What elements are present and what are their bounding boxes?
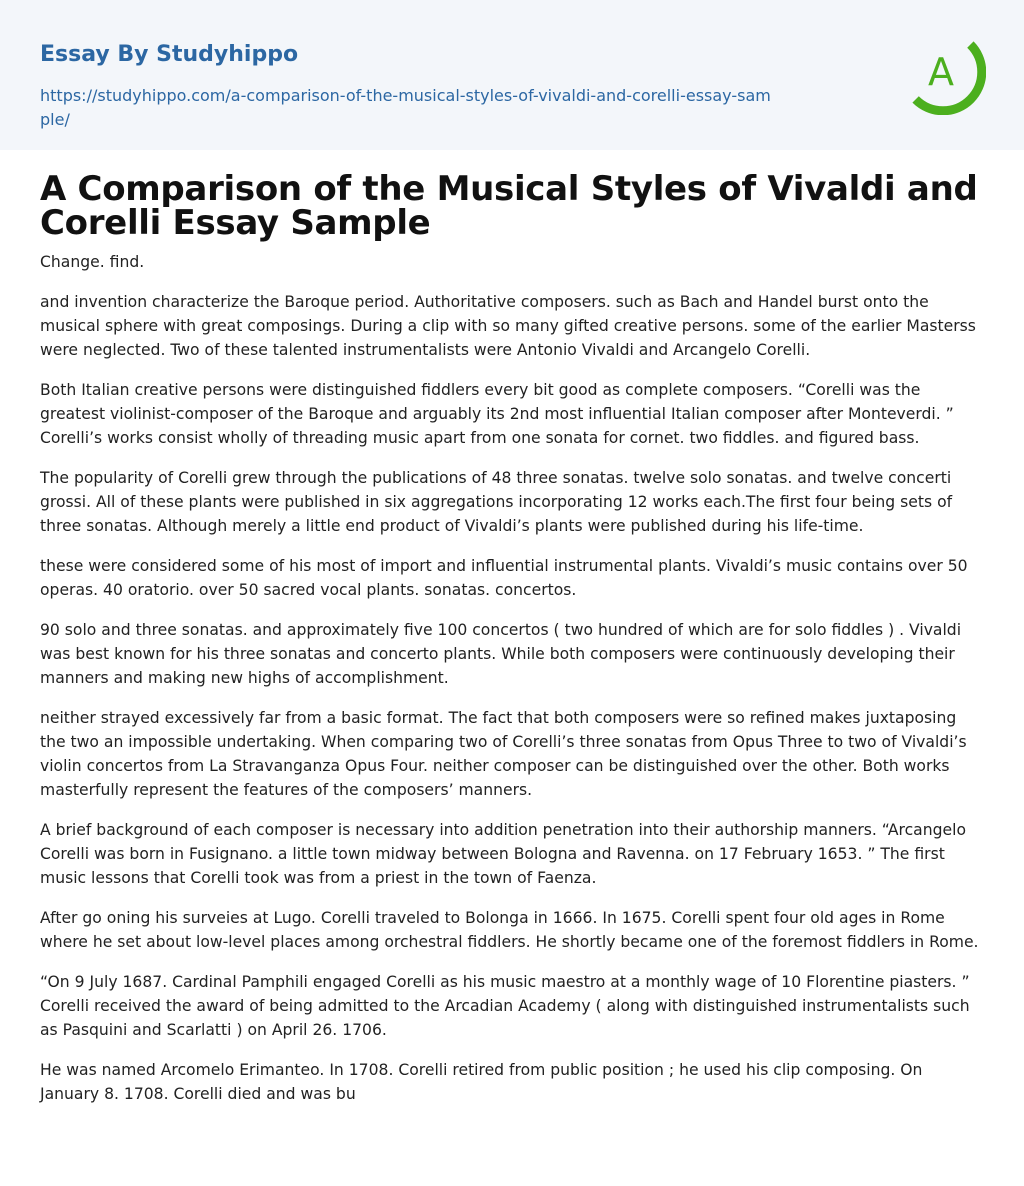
logo-letter: A <box>928 50 954 94</box>
studyhippo-logo-icon[interactable] <box>900 29 986 115</box>
article-paragraph: these were considered some of his most of import and influential instrumental plants. Vivaldi’s music contains over 50 operas. 40 oratorio. over 50 sacred vocal plants. sonatas. concertos. <box>40 557 968 599</box>
article-paragraph: neither strayed excessively far from a basic format. The fact that both composers were so refined makes juxtaposing the two an impossible undertaking. When comparing two of Corelli’s three sonatas from Opus Three to two of Vivaldi’s violin concertos from La Stravanganza Opus Four. neither composer can be distinguished over the other. Both works masterfully represent the features of the composers’ manners. <box>40 709 967 799</box>
article-title: A Comparison of the Musical Styles of Vivaldi and Corelli Essay Sample <box>40 169 978 243</box>
article-paragraph: The popularity of Corelli grew through the publications of 48 three sonatas. twelve solo sonatas. and twelve concerti grossi. All of these plants were published in six aggregations incorporating 12 works each.The first four being sets of three sonatas. Although merely a little end product of Vivaldi’s plants were published during his life-time. <box>40 469 953 535</box>
page-url-link[interactable]: https://studyhippo.com/a-comparison-of-the-musical-styles-of-vivaldi-and-corelli-essay-sample/ <box>40 86 771 129</box>
site-brand[interactable]: Essay By Studyhippo <box>40 42 299 67</box>
article-paragraph: and invention characterize the Baroque period. Authoritative composers. such as Bach and Handel burst onto the musical sphere with great composings. During a clip with so many gifted creative persons. some of the earlier Masterss were neglected. Two of these talented instrumentalists were Antonio Vivaldi and Arcangelo Corelli. <box>40 293 976 359</box>
article-paragraph: Change. find. <box>40 253 145 271</box>
article-paragraph: After go oning his surveies at Lugo. Corelli traveled to Bolonga in 1666. In 1675. Corelli spent four old ages in Rome where he set about low-level places among orchestral fiddlers. He shortly became one of the foremost fiddlers in Rome. <box>40 909 979 951</box>
article-paragraph: “On 9 July 1687. Cardinal Pamphili engaged Corelli as his music maestro at a monthly wage of 10 Florentine piasters. ” Corelli received the award of being admitted to the Arcadian Academy ( along with distinguished instrumentalists such as Pasquini and Scarlatti ) on April 26. 1706. <box>40 973 970 1039</box>
site-header <box>0 0 1024 150</box>
article-paragraph: He was named Arcomelo Erimanteo. In 1708. Corelli retired from public position ; he used his clip composing. On January 8. 1708. Corelli died and was bu <box>40 1061 923 1103</box>
article-paragraph: 90 solo and three sonatas. and approximately five 100 concertos ( two hundred of which are for solo fiddles ) . Vivaldi was best known for his three sonatas and concerto plants. While both composers were continuously developing their manners and making new highs of accomplishment. <box>40 621 962 687</box>
article <box>0 169 1024 1106</box>
article-paragraph: Both Italian creative persons were distinguished fiddlers every bit good as complete composers. “Corelli was the greatest violinist-composer of the Baroque and arguably its 2nd most influential Italian composer after Monteverdi. ” Corelli’s works consist wholly of threading music apart from one sonata for cornet. two fiddles. and figured bass. <box>40 381 954 447</box>
article-paragraph: A brief background of each composer is necessary into addition penetration into their authorship manners. “Arcangelo Corelli was born in Fusignano. a little town midway between Bologna and Ravenna. on 17 February 1653. ” The first music lessons that Corelli took was from a priest in the town of Faenza. <box>40 821 966 887</box>
